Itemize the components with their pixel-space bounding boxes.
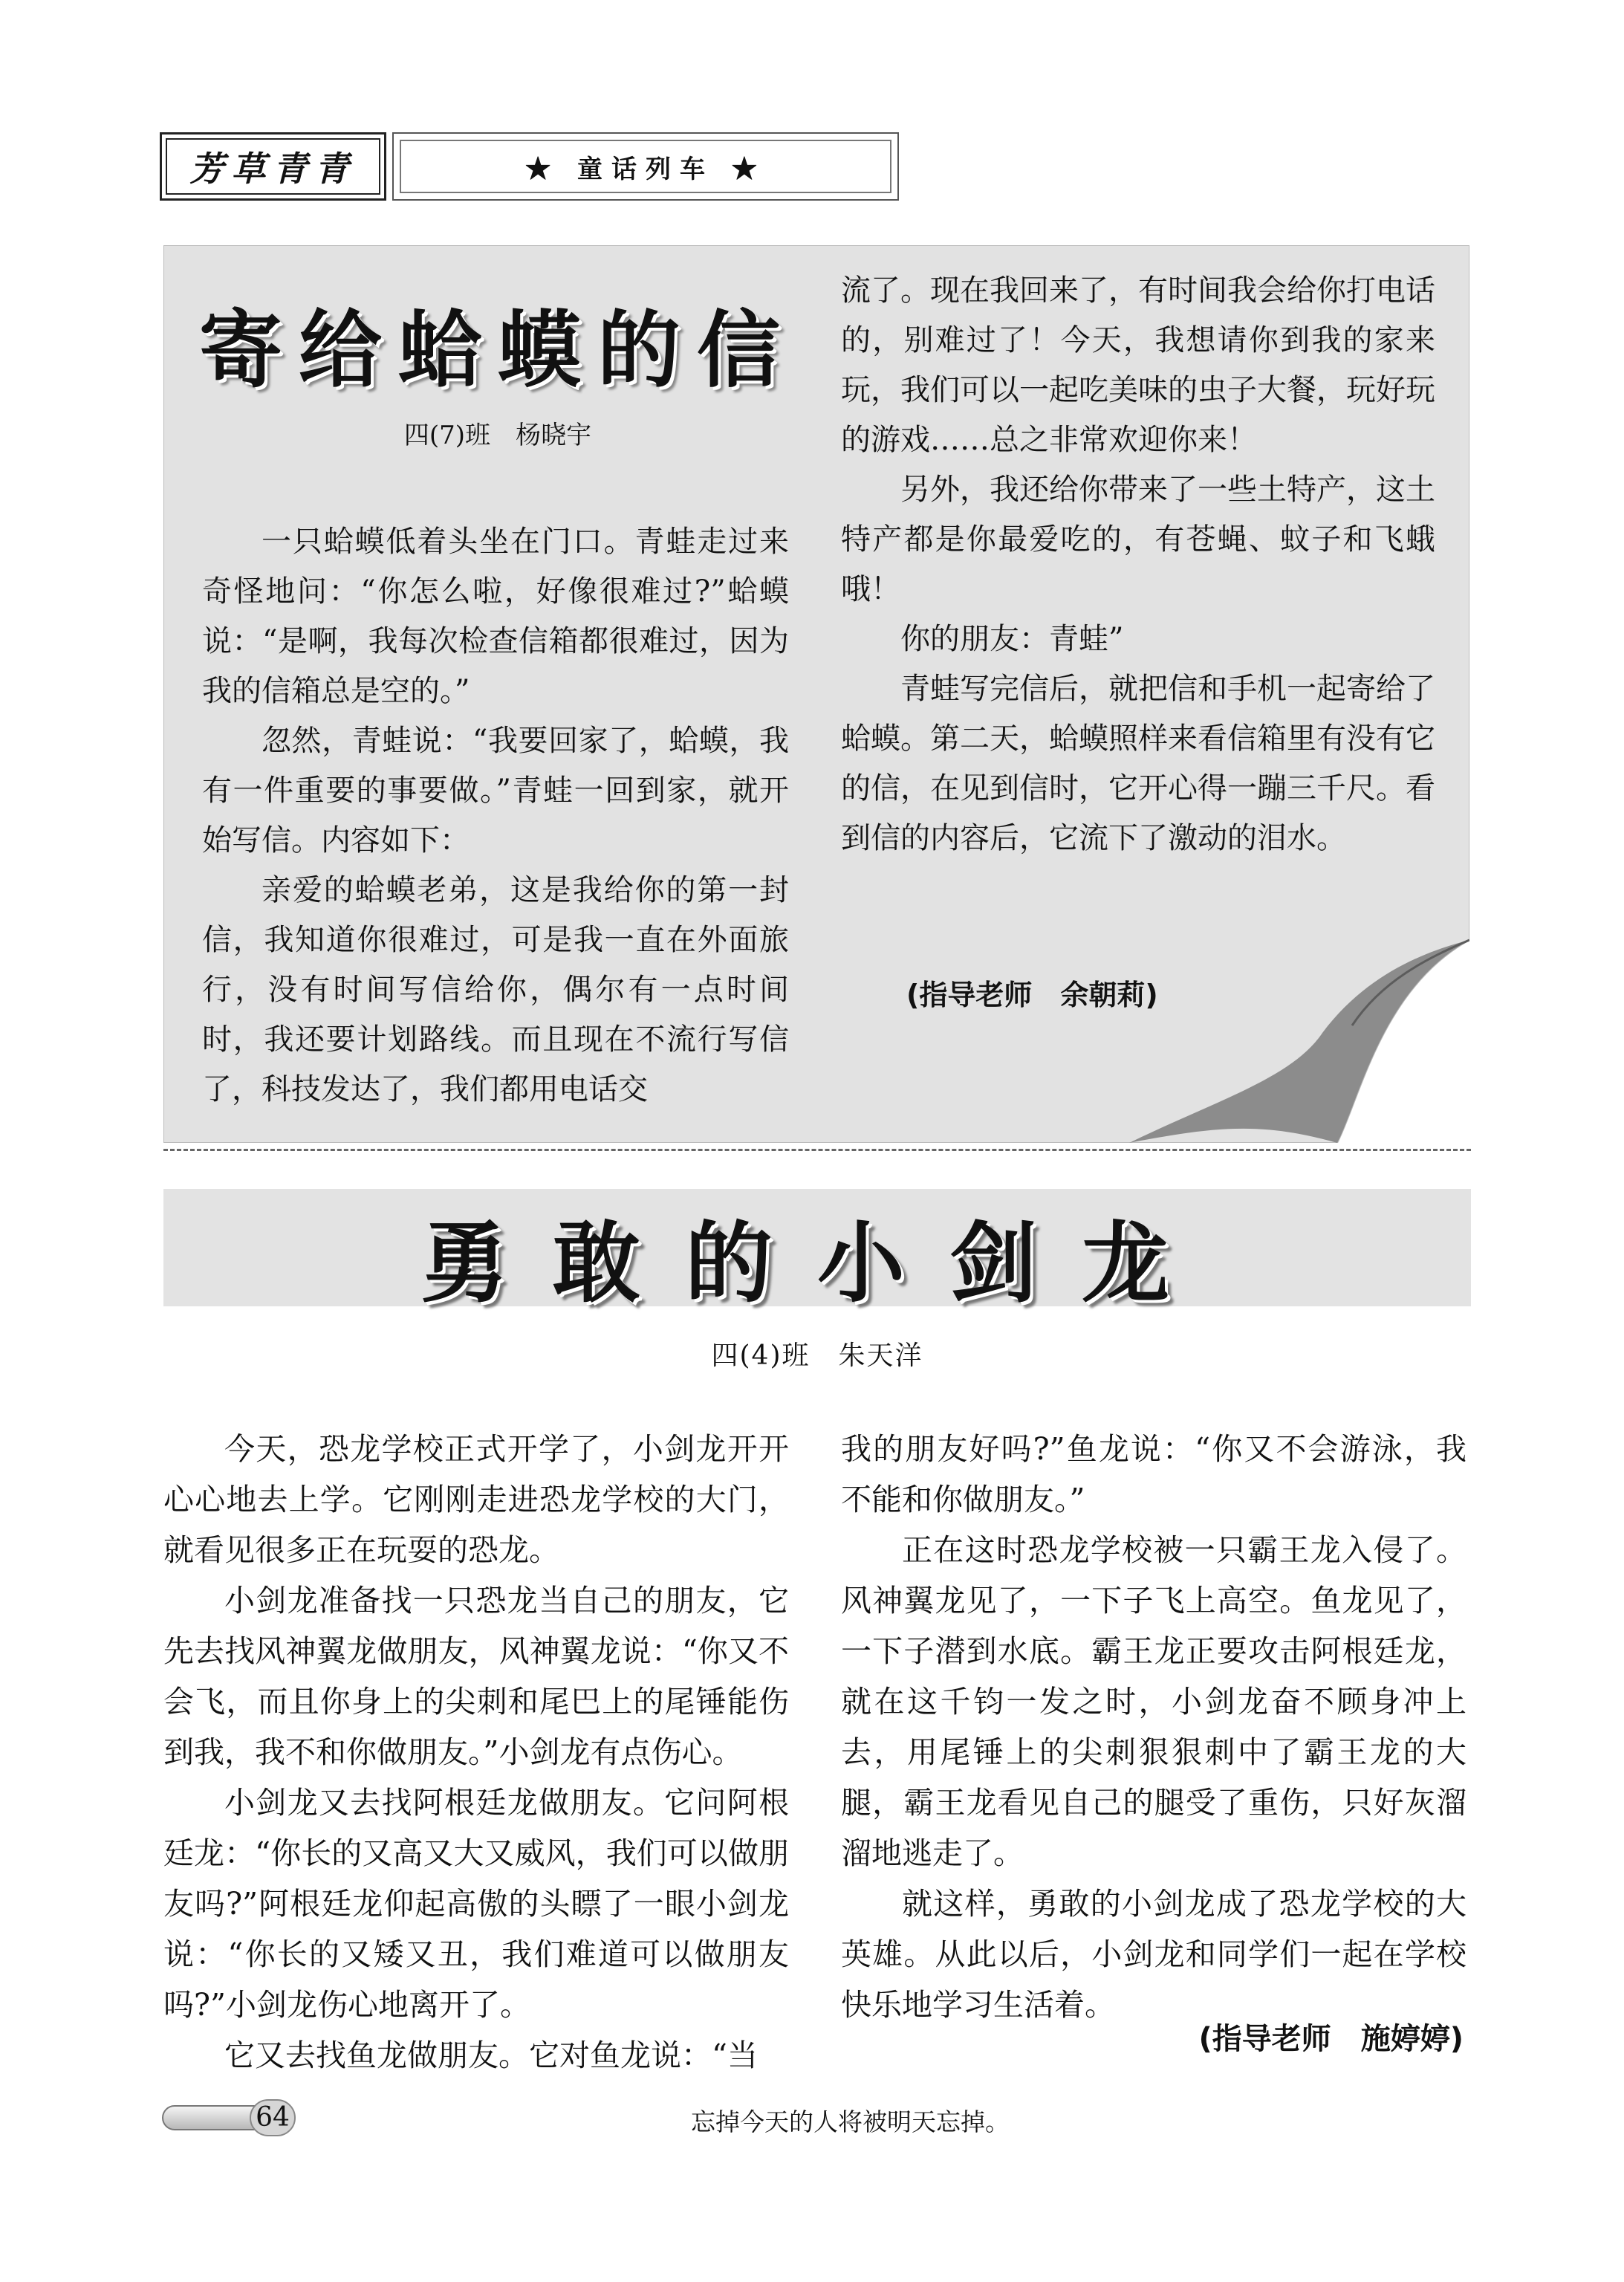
story2-byline: 四(4)班 朱天洋 [711, 1341, 923, 1371]
footer-motto: 忘掉今天的人将被明天忘掉。 [691, 2107, 1010, 2136]
section-title-box [392, 132, 899, 201]
story2-left-column [163, 1424, 789, 2081]
section-title-label: ★ 童话列车 ★ [400, 140, 891, 193]
story1-right-column [841, 266, 1435, 863]
story1-paragraph: 忽然，青蛙说：“我要回家了，蛤蟆，我有一件重要的事要做。”青蛙一回到家，就开始写信。内容如下： [202, 724, 789, 858]
column-brand-label: 芳草青青 [166, 138, 380, 195]
story1-left-column [202, 517, 789, 1115]
story1-signature: 你的朋友：青蛙” [900, 622, 1124, 656]
story2-paragraph: 今天，恐龙学校正式开学了，小剑龙开开心心地去上学。它刚刚走进恐龙学校的大门，就看见很多正在玩耍的恐龙。 [163, 1431, 789, 1568]
story2-teacher-credit: (指导老师 施婷婷) [1198, 2022, 1464, 2056]
story1-paragraph: 亲爱的蛤蟆老弟，这是我给你的第一封信，我知道你很难过，可是我一直在外面旅行，没有时间写信给你，偶尔有一点时间时，我还要计划路线。而且现在不流行写信了，科技发达了，我们都用电话交 [202, 873, 789, 1106]
column-brand-box [160, 132, 386, 201]
story1-teacher-credit: (指导老师 余朝莉) [906, 979, 1158, 1011]
story1-byline: 四(7)班 杨晓宇 [403, 421, 592, 450]
story2-paragraph: 我的朋友好吗?”鱼龙说：“你又不会游泳，我不能和你做朋友。” [841, 1431, 1467, 1517]
section-divider [163, 1149, 1471, 1151]
story1-paragraph: 一只蛤蟆低着头坐在门口。青蛙走过来奇怪地问：“你怎么啦，好像很难过?”蛤蟆说：“是啊，我每次检查信箱都很难过，因为我的信箱总是空的。” [202, 525, 789, 708]
story2-paragraph: 就这样，勇敢的小剑龙成了恐龙学校的大英雄。从此以后，小剑龙和同学们一起在学校快乐地学习生活着。 [841, 1886, 1467, 2023]
story2-right-column [841, 1424, 1467, 2030]
story1-title: 寄给蛤蟆的信 [199, 302, 796, 399]
story1-paragraph: 另外，我还给你带来了一些土特产，这土特产都是你最爱吃的，有苍蝇、蚊子和飞蛾哦！ [841, 473, 1435, 606]
story2-paragraph: 它又去找鱼龙做朋友。它对鱼龙说：“当 [224, 2038, 758, 2073]
story2-paragraph: 小剑龙准备找一只恐龙当自己的朋友，它先去找风神翼龙做朋友，风神翼龙说：“你又不会飞，而且你身上的尖刺和尾巴上的尾锤能伤到我，我不和你做朋友。”小剑龙有点伤心。 [163, 1583, 789, 1770]
story1-paragraph: 流了。现在我回来了，有时间我会给你打电话的，别难过了！今天，我想请你到我的家来玩，我们可以一起吃美味的虫子大餐，玩好玩的游戏……总之非常欢迎你来！ [841, 273, 1435, 457]
story2-paragraph: 小剑龙又去找阿根廷龙做朋友。它问阿根廷龙：“你长的又高又大又威风，我们可以做朋友吗?”阿根廷龙仰起高傲的头瞟了一眼小剑龙说：“你长的又矮又丑，我们难道可以做朋友吗?”小剑龙伤心地离开了。 [163, 1785, 789, 2023]
story2-paragraph: 正在这时恐龙学校被一只霸王龙入侵了。风神翼龙见了，一下子飞上高空。鱼龙见了，一下子潜到水底。霸王龙正要攻击阿根廷龙，就在这千钧一发之时，小剑龙奋不顾身冲上去，用尾锤上的尖刺狠狠刺中了霸王龙的大腿，霸王龙看见自己的腿受了重伤，只好灰溜溜地逃走了。 [841, 1532, 1467, 1871]
story2-title: 勇敢的小剑龙 [420, 1211, 1214, 1315]
page-number: 64 [250, 2099, 296, 2136]
story1-paragraph: 青蛙写完信后，就把信和手机一起寄给了蛤蟆。第二天，蛤蟆照样来看信箱里有没有它的信，在见到信时，它开心得一蹦三千尺。看到信的内容后，它流下了激动的泪水。 [841, 672, 1435, 855]
